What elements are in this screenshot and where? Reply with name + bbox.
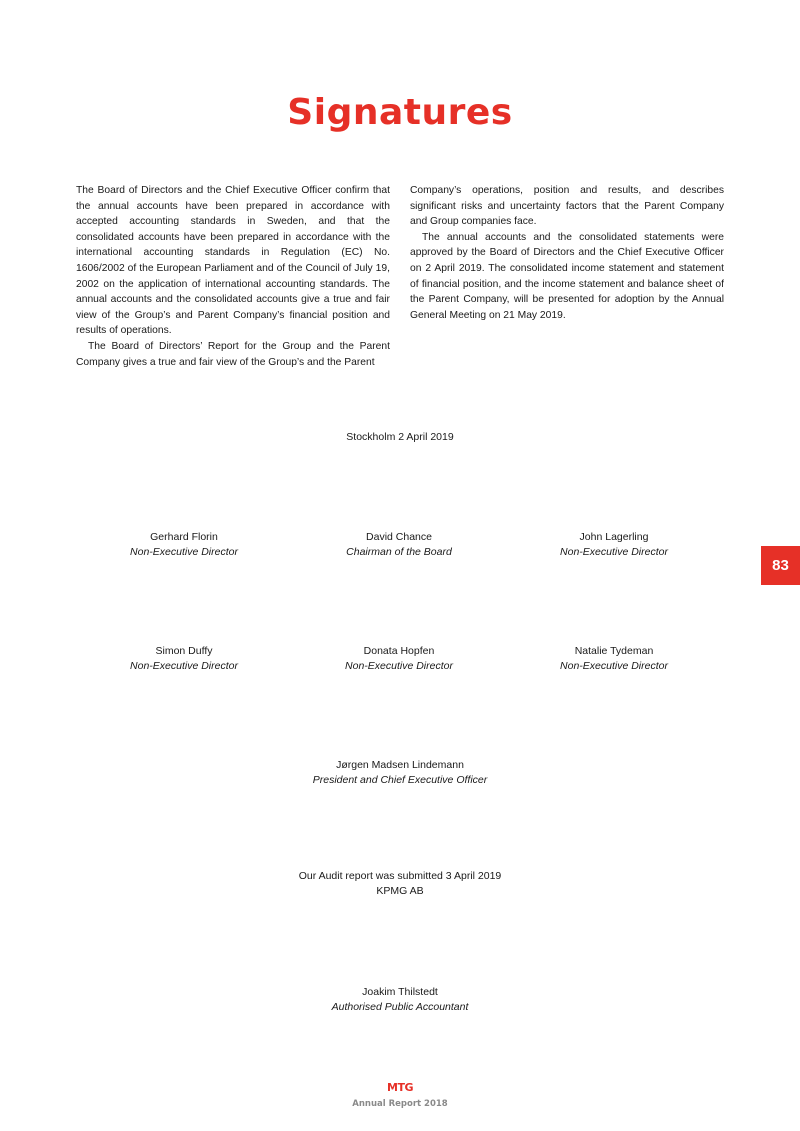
signatory-name: Donata Hopfen [363,645,435,657]
signatory-role: Chairman of the Board [346,546,452,558]
paragraph: The Board of Directors’ Report for the Group and the Parent Company gives a true and fair view of the Group’s and the Parent [76,340,390,368]
ceo-signature-block [0,758,800,788]
signature-block [504,644,724,674]
body-text [76,183,724,370]
signatory-role: President and Chief Executive Officer [312,774,488,786]
text-column-right [410,183,724,370]
signatory-name: Joakim Thilstedt [362,986,438,998]
auditor-signature-block [0,985,800,1015]
signatory-role: Non-Executive Director [345,660,453,672]
mtg-logo: MTG [387,1081,413,1094]
audit-firm: KPMG AB [376,885,424,897]
footer-text: Annual Report 2018 [352,1099,448,1109]
signatory-name: Natalie Tydeman [574,645,654,657]
signature-block [289,644,509,674]
signatory-name: Simon Duffy [155,645,213,657]
signature-block [74,644,294,674]
signatory-name: David Chance [366,531,432,543]
signatory-role: Non-Executive Director [560,546,668,558]
audit-line: Our Audit report was submitted 3 April 2019 [298,870,502,882]
signatory-role: Non-Executive Director [130,660,238,672]
paragraph: The Board of Directors and the Chief Executive Officer confirm that the annual accounts have been prepared in accordance with accepted accounting standards in Sweden, and that the consolidated accounts have been prepared in accordance with the international accounting standards in Regulation (EC) No. 1606/2002 of the European Parliament and of the Council of July 19, 2002 on the application of international accounting standards. The annual accounts and the consolidated accounts give a true and fair view of the Group’s and Parent Company’s financial position and results of operations. [76,185,390,337]
text-column-left [76,183,390,370]
signatory-name: John Lagerling [579,531,649,543]
signatory-role: Non-Executive Director [130,546,238,558]
paragraph: The annual accounts and the consolidated statements were approved by the Board of Directors and the Chief Executive Officer on 2 April 2019. The consolidated income statement and statement of financial position, and the income statement and balance sheet of the Parent Company, will be presented for adoption by the Annual General Meeting on 21 May 2019. [410,231,724,321]
signature-block [289,530,509,560]
signatory-role: Authorised Public Accountant [331,1001,469,1013]
signatory-name: Jørgen Madsen Lindemann [336,759,464,771]
page-title: Signatures [287,92,513,133]
signatory-name: Gerhard Florin [150,531,218,543]
signatory-role: Non-Executive Director [560,660,668,672]
footer [0,1078,800,1110]
place-date: Stockholm 2 April 2019 [346,431,454,443]
audit-statement [0,869,800,899]
page-number-tab: 83 [761,546,800,585]
paragraph: Company’s operations, position and results, and describes significant risks and uncertainty factors that the Parent Company and Group companies face. [410,185,724,228]
signature-block [504,530,724,560]
signature-block [74,530,294,560]
